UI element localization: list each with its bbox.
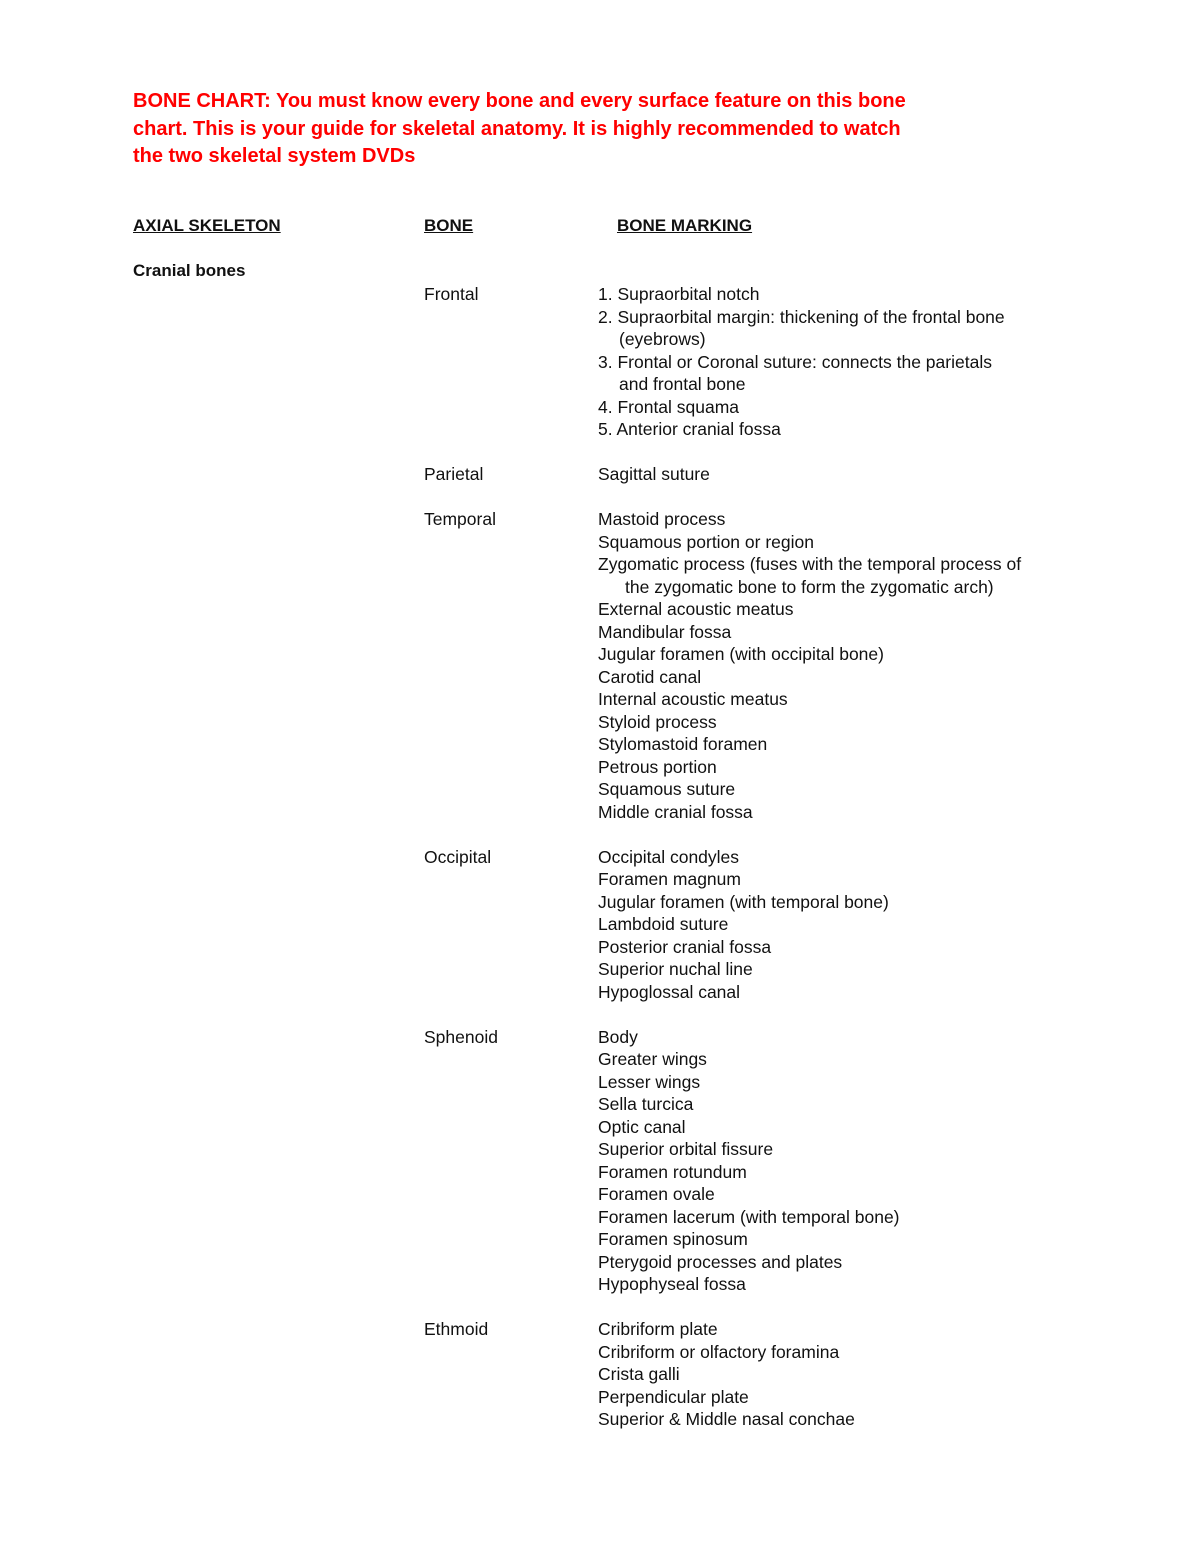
bone-marking-text: Zygomatic process (fuses with the temporal process of xyxy=(598,554,1022,574)
bone-marking-text: Petrous portion xyxy=(598,756,717,777)
bone-marking-item xyxy=(598,1071,1098,1094)
bone-row xyxy=(0,283,1200,441)
bone-marking-continuation: the zygomatic bone to form the zygomatic arch) xyxy=(625,576,994,597)
bone-marking-item xyxy=(598,306,1098,351)
bone-marking-item xyxy=(598,531,1098,554)
bone-marking-item xyxy=(598,801,1098,824)
bone-marking-text: Mastoid process xyxy=(598,509,726,529)
bone-marking-text: Squamous portion or region xyxy=(598,531,814,552)
bone-marking-text: Perpendicular plate xyxy=(598,1386,749,1407)
bone-marking-text: Squamous suture xyxy=(598,779,736,799)
intro-notice xyxy=(133,88,1073,171)
bone-marking-item xyxy=(598,913,1098,936)
bone-marking-text: Greater wings xyxy=(598,1049,707,1069)
bone-marking-text: Foramen lacerum (with temporal bone) xyxy=(598,1206,900,1227)
bone-marking-continuation: (eyebrows) xyxy=(619,329,706,349)
column-header-bone: BONE xyxy=(424,216,474,235)
bone-marking-item xyxy=(598,1206,1098,1229)
bone-marking-text: Jugular foramen (with occipital bone) xyxy=(598,644,884,664)
bone-row xyxy=(0,846,1200,1004)
bone-marking-text: Crista galli xyxy=(598,1364,680,1384)
bone-marking-item xyxy=(598,1408,1098,1431)
bone-marking-item xyxy=(598,868,1098,891)
bone-row xyxy=(0,508,1200,823)
bone-marking-text: Hypophyseal fossa xyxy=(598,1274,746,1294)
bone-marking-text: Foramen rotundum xyxy=(598,1161,747,1182)
bone-marking-text: Foramen ovale xyxy=(598,1184,715,1204)
bone-table xyxy=(0,283,1200,1453)
column-header-axial-skeleton: AXIAL SKELETON xyxy=(133,216,281,235)
bone-marking-item xyxy=(598,283,1098,306)
bone-marking-text: Occipital condyles xyxy=(598,846,740,867)
bone-marking-text: Styloid process xyxy=(598,711,717,732)
bone-marking-item xyxy=(598,396,1098,419)
bone-marking-item xyxy=(598,1138,1098,1161)
bone-marking-text: Superior & Middle nasal conchae xyxy=(598,1409,855,1429)
bone-name: Ethmoid xyxy=(424,1319,489,1339)
bone-marking-list xyxy=(598,1026,1098,1296)
bone-marking-text: Superior nuchal line xyxy=(598,959,753,979)
bone-row xyxy=(0,1318,1200,1431)
bone-marking-item xyxy=(598,351,1098,396)
bone-marking-item xyxy=(598,1341,1098,1364)
bone-marking-text: Foramen magnum xyxy=(598,869,741,889)
bone-marking-item xyxy=(598,621,1098,644)
bone-marking-item xyxy=(598,1183,1098,1206)
bone-marking-item xyxy=(598,1161,1098,1184)
bone-name: Occipital xyxy=(424,846,492,867)
bone-marking-item xyxy=(598,733,1098,756)
bone-marking-text: Lesser wings xyxy=(598,1071,701,1092)
bone-marking-text: 3. Frontal or Coronal suture: connects the parietals xyxy=(598,351,992,372)
bone-marking-item xyxy=(598,1273,1098,1296)
bone-marking-item xyxy=(598,891,1098,914)
bone-marking-item xyxy=(598,1318,1098,1341)
bone-marking-text: 5. Anterior cranial fossa xyxy=(598,419,781,439)
bone-marking-item xyxy=(598,643,1098,666)
bone-marking-list xyxy=(598,846,1098,1004)
bone-marking-item xyxy=(598,1386,1098,1409)
bone-marking-text: Lambdoid suture xyxy=(598,914,729,934)
bone-marking-item xyxy=(598,1116,1098,1139)
bone-marking-text: Posterior cranial fossa xyxy=(598,936,772,957)
bone-name: Temporal xyxy=(424,509,496,529)
bone-marking-text: Sagittal suture xyxy=(598,464,710,484)
bone-marking-item xyxy=(598,1093,1098,1116)
bone-marking-list xyxy=(598,1318,1098,1431)
bone-marking-item xyxy=(598,711,1098,734)
bone-marking-text: Internal acoustic meatus xyxy=(598,689,788,709)
bone-row xyxy=(0,1026,1200,1296)
column-header-bone-marking: BONE MARKING xyxy=(617,216,753,235)
bone-marking-text: Stylomastoid foramen xyxy=(598,734,768,754)
bone-marking-item xyxy=(598,936,1098,959)
bone-marking-item xyxy=(598,666,1098,689)
bone-marking-item xyxy=(598,508,1098,531)
section-label-cranial-bones: Cranial bones xyxy=(133,261,246,280)
bone-marking-text: Sella turcica xyxy=(598,1094,694,1114)
bone-marking-item xyxy=(598,756,1098,779)
bone-marking-text: Hypoglossal canal xyxy=(598,981,741,1002)
bone-marking-list xyxy=(598,283,1098,441)
bone-marking-item xyxy=(598,1251,1098,1274)
bone-marking-text: Cribriform or olfactory foramina xyxy=(598,1341,840,1362)
bone-marking-list xyxy=(598,508,1098,823)
bone-name: Sphenoid xyxy=(424,1026,498,1047)
bone-marking-text: Optic canal xyxy=(598,1116,686,1137)
bone-marking-text: Pterygoid processes and plates xyxy=(598,1251,843,1272)
bone-marking-list xyxy=(598,463,1098,486)
bone-marking-item xyxy=(598,553,1098,598)
bone-marking-text: Superior orbital fissure xyxy=(598,1139,774,1159)
intro-line: the two skeletal system DVDs xyxy=(133,145,416,167)
bone-marking-text: 2. Supraorbital margin: thickening of the frontal bone xyxy=(598,306,1005,327)
bone-marking-text: 1. Supraorbital notch xyxy=(598,284,760,304)
bone-name: Parietal xyxy=(424,464,484,484)
bone-marking-item xyxy=(598,598,1098,621)
bone-marking-item xyxy=(598,463,1098,486)
bone-marking-text: 4. Frontal squama xyxy=(598,396,740,417)
bone-marking-item xyxy=(598,1363,1098,1386)
bone-marking-item xyxy=(598,1026,1098,1049)
bone-marking-item xyxy=(598,688,1098,711)
bone-marking-text: Cribriform plate xyxy=(598,1319,718,1339)
bone-marking-item xyxy=(598,846,1098,869)
bone-marking-item xyxy=(598,778,1098,801)
bone-marking-text: External acoustic meatus xyxy=(598,599,794,619)
bone-marking-text: Body xyxy=(598,1026,638,1047)
intro-line: BONE CHART: You must know every bone and every surface feature on this bone xyxy=(133,90,906,112)
bone-marking-text: Foramen spinosum xyxy=(598,1229,748,1249)
bone-marking-item xyxy=(598,1228,1098,1251)
intro-line: chart. This is your guide for skeletal anatomy. It is highly recommended to watch xyxy=(133,117,901,140)
bone-marking-continuation: and frontal bone xyxy=(619,374,746,394)
bone-marking-item xyxy=(598,981,1098,1004)
bone-marking-item xyxy=(598,958,1098,981)
bone-marking-text: Carotid canal xyxy=(598,666,702,687)
bone-marking-item xyxy=(598,418,1098,441)
bone-marking-text: Middle cranial fossa xyxy=(598,801,753,822)
bone-marking-text: Jugular foramen (with temporal bone) xyxy=(598,891,889,912)
bone-marking-text: Mandibular fossa xyxy=(598,621,732,642)
bone-name: Frontal xyxy=(424,284,479,304)
bone-row xyxy=(0,463,1200,486)
bone-marking-item xyxy=(598,1048,1098,1071)
